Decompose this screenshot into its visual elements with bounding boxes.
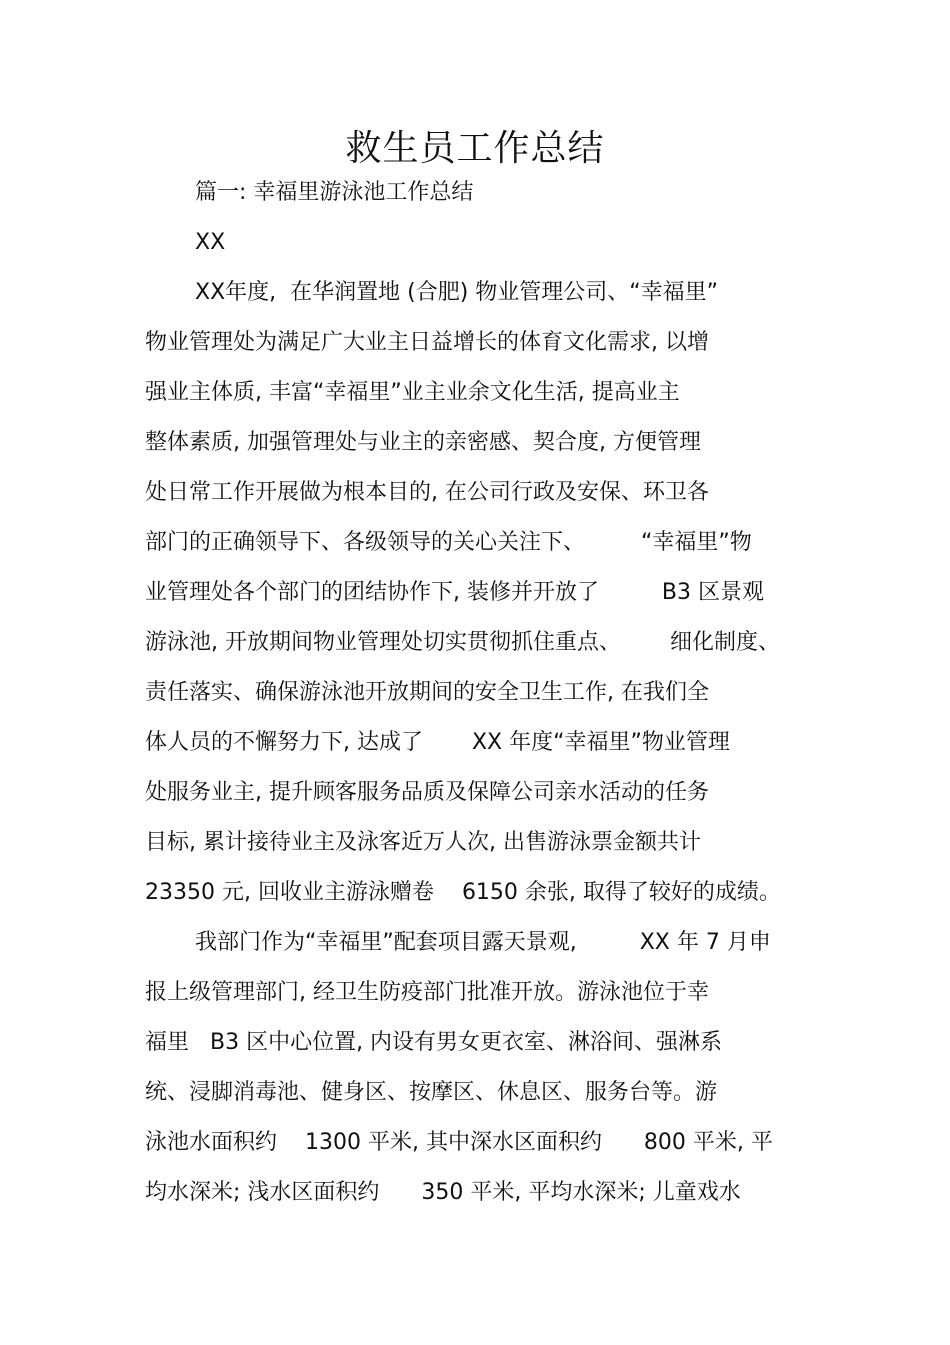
subtitle: 篇一: 幸福里游泳池工作总结	[195, 180, 474, 205]
body-line: 业管理处各个部门的团结协作下, 装修并开放了 B3 区景观	[145, 580, 765, 605]
body-line: 报上级管理部门, 经卫生防疫部门批准开放。游泳池位于幸	[145, 980, 709, 1005]
document-title: 救生员工作总结	[345, 128, 605, 169]
body-line: 游泳池, 开放期间物业管理处切实贯彻抓住重点、 细化制度、	[145, 630, 780, 655]
body-line: 物业管理处为满足广大业主日益增长的体育文化需求, 以增	[145, 330, 709, 355]
body-line: 整体素质, 加强管理处与业主的亲密感、契合度, 方便管理	[145, 430, 701, 455]
body-line: 部门的正确领导下、各级领导的关心关注下、 “幸福里”物	[145, 530, 752, 555]
body-line: 处服务业主, 提升顾客服务品质及保障公司亲水活动的任务	[145, 780, 709, 805]
body-line: 泳池水面积约 1300 平米, 其中深水区面积约 800 平米, 平	[145, 1130, 773, 1155]
body-line: 统、浸脚消毒池、健身区、按摩区、休息区、服务台等。游	[145, 1080, 718, 1105]
body-line: 目标, 累计接待业主及泳客近万人次, 出售游泳票金额共计	[145, 830, 701, 855]
year-heading: XX	[195, 230, 226, 255]
body-line: 福里 B3 区中心位置, 内设有男女更衣室、淋浴间、强淋系	[145, 1030, 723, 1055]
body-line: 均水深米; 浅水区面积约 350 平米, 平均水深米; 儿童戏水	[145, 1180, 741, 1205]
body-line: 我部门作为“幸福里”配套项目露天景观, XX 年 7 月申	[195, 930, 771, 955]
body-line: 责任落实、确保游泳池开放期间的安全卫生工作, 在我们全	[145, 680, 709, 705]
body-line: 23350 元, 回收业主游泳赠卷 6150 余张, 取得了较好的成绩。	[145, 880, 781, 905]
body-line: 处日常工作开展做为根本目的, 在公司行政及安保、环卫各	[145, 480, 709, 505]
body-line: XX年度, 在华润置地 (合肥) 物业管理公司、“幸福里”	[195, 280, 719, 305]
body-line: 强业主体质, 丰富“幸福里”业主业余文化生活, 提高业主	[145, 380, 680, 405]
body-line: 体人员的不懈努力下, 达成了 XX 年度“幸福里”物业管理	[145, 730, 730, 755]
